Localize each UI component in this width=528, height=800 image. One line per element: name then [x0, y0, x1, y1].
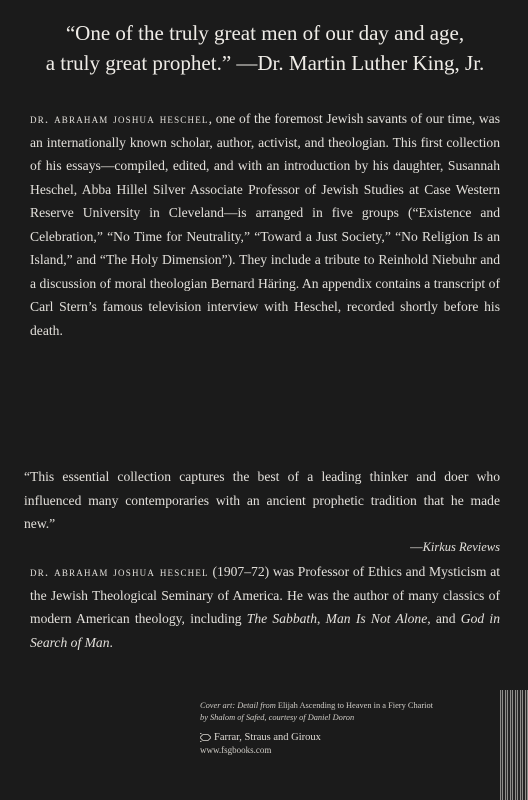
publisher-name: Farrar, Straus and Giroux — [214, 732, 321, 743]
cover-art-label: Cover art: Detail from — [200, 701, 278, 710]
book-title-god-in-search: God in Search of Man — [30, 611, 500, 650]
cover-credits — [200, 700, 500, 756]
review-text: “This essential collection captures the best of a leading thinker and doer who influenced many contemporaries with an ancient prophetic tradition that he made new.” — [24, 469, 500, 531]
author-bio — [30, 560, 500, 654]
book-title-man-not-alone: Man Is Not Alone — [325, 611, 428, 626]
kirkus-review — [24, 465, 500, 559]
review-dash: — — [410, 539, 423, 554]
artwork-title: Elijah Ascending to Heaven in a Fiery Chariot — [277, 701, 433, 710]
review-attribution — [24, 536, 500, 560]
bio-author-name: dr. abraham joshua heschel — [30, 564, 209, 579]
book-title-sabbath: The Sabbath — [246, 611, 317, 626]
barcode-edge — [500, 690, 528, 800]
fsg-fish-icon — [200, 733, 211, 742]
bio-end: . — [109, 634, 113, 650]
mlk-quote — [30, 18, 500, 78]
quote-line-1: “One of the truly great men of our day and age, — [65, 21, 465, 45]
bio-separator: , and — [427, 611, 461, 626]
review-source: Kirkus Reviews — [422, 539, 500, 554]
artist-line — [200, 712, 500, 724]
bio-text: (1907–72) was Professor of Ethics and Mysticism at the Jewish Theological Seminary of America. He was the author of many classics of modern American theology, including — [30, 564, 500, 626]
publisher-website: www.fsgbooks.com — [200, 745, 272, 755]
artist-credit: by Shalom of Safed, courtesy of Daniel Doron — [200, 713, 355, 722]
description-text: , one of the foremost Jewish savants of our time, was an internationally known scholar, author, activist, and theologian. This first collection of his essays—compiled, edited, and with an introduction by his daughter, Susannah Heschel, Abba Hillel Silver Associate Professor of Jewish Studies at Case Western Reserve University in Cleveland—is arranged in five groups (“Existence and Celebration,” “No Time for Neutrality,” “Toward a Just Society,” “No Religion Is an Island,” and “The Holy Dimension”). They include a tribute to Reinhold Niebuhr and a discussion of moral theologian Bernard Häring. An appendix contains a transcript of Carl Stern’s famous television interview with Heschel, recorded shortly before his death. — [30, 111, 500, 338]
quote-line-2: a truly great prophet.” —Dr. Martin Luther King, Jr. — [45, 51, 485, 75]
cover-art-line — [200, 700, 500, 712]
author-name: dr. abraham joshua heschel — [30, 111, 209, 126]
publisher — [200, 732, 500, 744]
bio-separator: , — [317, 611, 326, 626]
book-description — [30, 107, 500, 342]
